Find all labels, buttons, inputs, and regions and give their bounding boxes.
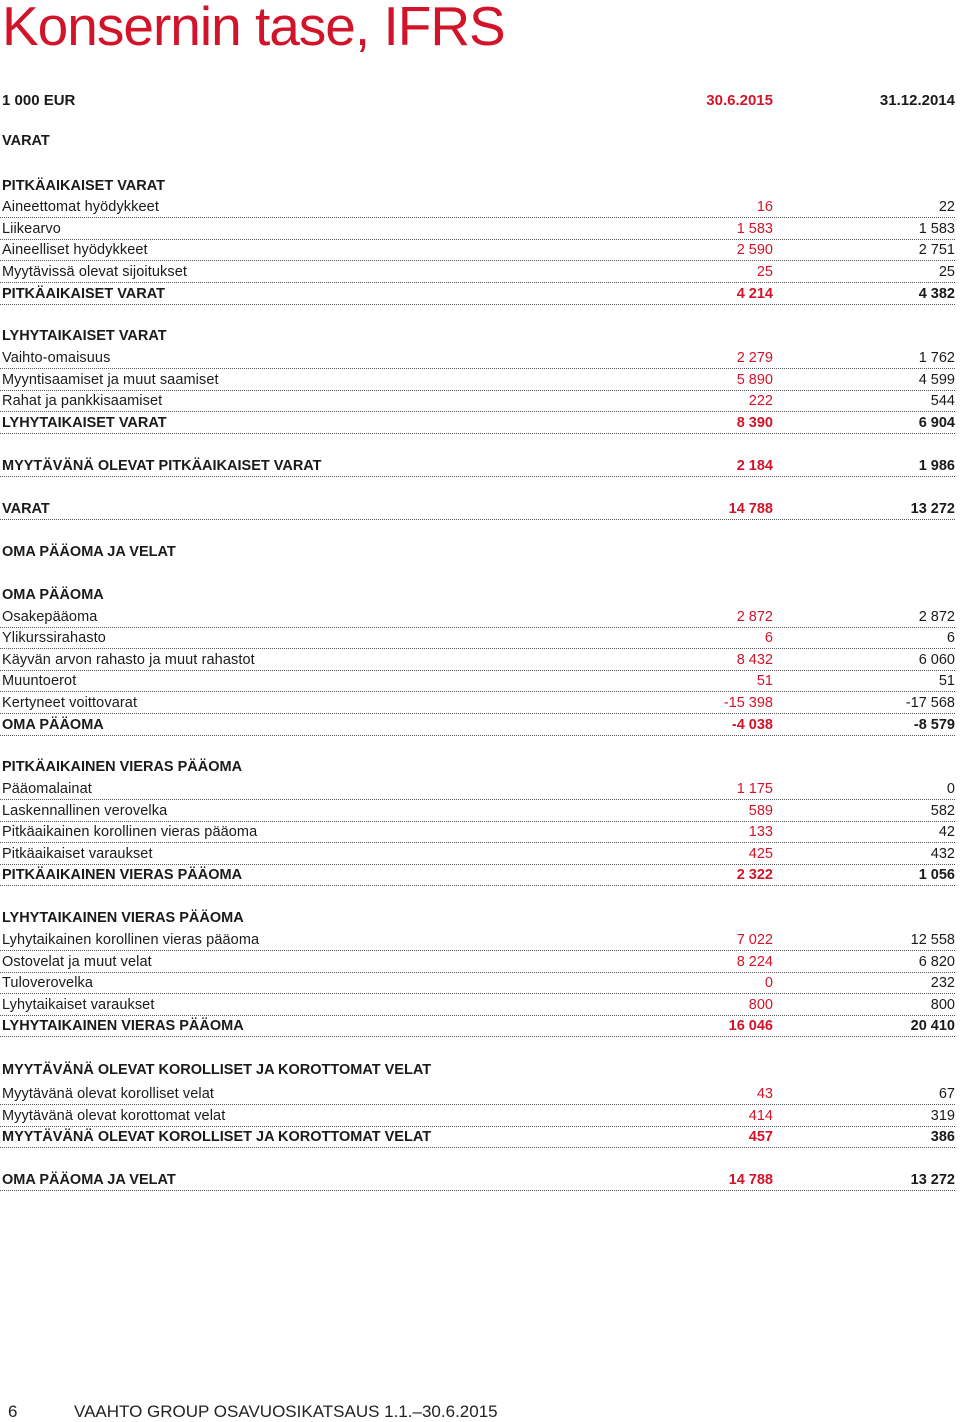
value-previous: 22	[938, 199, 955, 215]
value-current: 16	[756, 199, 773, 215]
row-label: Pitkäaikainen korollinen vieras pääoma	[2, 824, 258, 840]
value-previous: 544	[930, 393, 955, 409]
total-row	[0, 1170, 955, 1191]
value-current: 51	[756, 673, 773, 689]
row-label: Pääomalainat	[2, 781, 92, 797]
table-row	[0, 995, 955, 1016]
row-label: OMA PÄÄOMA	[2, 717, 104, 733]
value-previous: 1 986	[918, 458, 955, 474]
table-row	[0, 930, 955, 951]
section-heading	[0, 131, 955, 151]
value-previous: 67	[938, 1086, 955, 1102]
total-row	[0, 1016, 955, 1037]
value-current: 16 046	[728, 1018, 773, 1034]
page-title: Konsernin tase, IFRS	[2, 0, 505, 57]
value-current: 2 872	[736, 609, 773, 625]
value-current: 7 022	[736, 932, 773, 948]
value-current: 25	[756, 264, 773, 280]
row-label: Myytävänä olevat korolliset velat	[2, 1086, 215, 1102]
table-row	[0, 822, 955, 843]
value-current: 1 583	[736, 221, 773, 237]
row-label: Aineelliset hyödykkeet	[2, 242, 148, 258]
table-row	[0, 348, 955, 369]
value-previous: 13 272	[910, 501, 955, 517]
total-row	[0, 284, 955, 305]
value-current: 8 390	[736, 415, 773, 431]
row-label: Muuntoerot	[2, 673, 77, 689]
row-label: Ylikurssirahasto	[2, 630, 106, 646]
row-label: LYHYTAIKAINEN VIERAS PÄÄOMA	[2, 1018, 244, 1034]
row-label: Lyhytaikaiset varaukset	[2, 997, 155, 1013]
row-label: LYHYTAIKAISET VARAT	[2, 328, 167, 344]
table-row	[0, 262, 955, 283]
value-current: -15 398	[723, 695, 773, 711]
value-previous: 6 820	[918, 954, 955, 970]
value-previous: -8 579	[913, 717, 955, 733]
row-label: Lyhytaikainen korollinen vieras pääoma	[2, 932, 260, 948]
value-current: 2 590	[736, 242, 773, 258]
value-previous: 1 762	[918, 350, 955, 366]
column-previous-date: 31.12.2014	[879, 92, 955, 109]
value-previous: 6	[946, 630, 955, 646]
row-label: Laskennallinen verovelka	[2, 803, 168, 819]
value-current: 2 184	[736, 458, 773, 474]
section-heading	[0, 326, 955, 346]
value-current: 5 890	[736, 372, 773, 388]
value-previous: 6 060	[918, 652, 955, 668]
row-label: PITKÄAIKAISET VARAT	[2, 178, 165, 194]
table-row	[0, 693, 955, 714]
table-row	[0, 240, 955, 261]
row-label: MYYTÄVÄNÄ OLEVAT KOROLLISET JA KOROTTOMAT VELAT	[2, 1062, 432, 1078]
row-label: Pitkäaikaiset varaukset	[2, 846, 153, 862]
value-current: 800	[748, 997, 773, 1013]
value-current: -4 038	[731, 717, 773, 733]
row-label: Tuloverovelka	[2, 975, 94, 991]
row-label: Osakepääoma	[2, 609, 98, 625]
value-current: 2 279	[736, 350, 773, 366]
value-current: 222	[748, 393, 773, 409]
value-previous: 4 599	[918, 372, 955, 388]
value-previous: 13 272	[910, 1172, 955, 1188]
row-label: Kertyneet voittovarat	[2, 695, 138, 711]
table-row	[0, 844, 955, 865]
value-current: 457	[748, 1129, 773, 1145]
table-row	[0, 370, 955, 391]
table-row	[0, 391, 955, 412]
table-row	[0, 801, 955, 822]
section-heading	[0, 542, 955, 562]
row-label: PITKÄAIKAINEN VIERAS PÄÄOMA	[2, 759, 243, 775]
value-previous: 2 872	[918, 609, 955, 625]
row-label: Myytävissä olevat sijoitukset	[2, 264, 188, 280]
value-current: 14 788	[728, 501, 773, 517]
row-label: OMA PÄÄOMA	[2, 587, 104, 603]
value-current: 43	[756, 1086, 773, 1102]
value-previous: 432	[930, 846, 955, 862]
table-row	[0, 671, 955, 692]
value-previous: 386	[930, 1129, 955, 1145]
value-previous: -17 568	[905, 695, 955, 711]
value-previous: 51	[938, 673, 955, 689]
value-previous: 582	[930, 803, 955, 819]
value-previous: 20 410	[910, 1018, 955, 1034]
row-label: MYYTÄVÄNÄ OLEVAT PITKÄAIKAISET VARAT	[2, 458, 322, 474]
section-heading	[0, 585, 955, 605]
value-current: 4 214	[736, 286, 773, 302]
row-label: LYHYTAIKAINEN VIERAS PÄÄOMA	[2, 910, 244, 926]
row-label: Vaihto-omaisuus	[2, 350, 111, 366]
table-row	[0, 973, 955, 994]
value-current: 2 322	[736, 867, 773, 883]
row-label: Käyvän arvon rahasto ja muut rahastot	[2, 652, 255, 668]
section-heading	[0, 1060, 955, 1080]
value-current: 6	[764, 630, 773, 646]
value-current: 0	[764, 975, 773, 991]
value-previous: 12 558	[910, 932, 955, 948]
row-label: LYHYTAIKAISET VARAT	[2, 415, 167, 431]
value-previous: 1 056	[918, 867, 955, 883]
value-current: 8 224	[736, 954, 773, 970]
row-label: MYYTÄVÄNÄ OLEVAT KOROLLISET JA KOROTTOMAT VELAT	[2, 1129, 432, 1145]
total-row	[0, 499, 955, 520]
publication-title: VAAHTO GROUP OSAVUOSIKATSAUS 1.1.–30.6.2015	[74, 1402, 498, 1421]
row-label: Myytävänä olevat korottomat velat	[2, 1108, 226, 1124]
row-label: Rahat ja pankkisaamiset	[2, 393, 163, 409]
value-previous: 232	[930, 975, 955, 991]
total-row	[0, 865, 955, 886]
value-previous: 2 751	[918, 242, 955, 258]
value-current: 8 432	[736, 652, 773, 668]
table-row	[0, 1084, 955, 1105]
table-row	[0, 607, 955, 628]
section-heading	[0, 908, 955, 928]
page-number: 6	[8, 1402, 18, 1421]
row-label: Liikearvo	[2, 221, 61, 237]
unit-label: 1 000 EUR	[2, 92, 76, 109]
value-previous: 6 904	[918, 415, 955, 431]
section-heading	[0, 176, 955, 196]
row-label: VARAT	[2, 133, 50, 149]
table-row	[0, 1106, 955, 1127]
column-current-date: 30.6.2015	[706, 92, 773, 109]
row-label: OMA PÄÄOMA JA VELAT	[2, 544, 176, 560]
table-row	[0, 197, 955, 218]
value-current: 1 175	[736, 781, 773, 797]
row-label: VARAT	[2, 501, 50, 517]
row-label: OMA PÄÄOMA JA VELAT	[2, 1172, 176, 1188]
value-current: 14 788	[728, 1172, 773, 1188]
value-previous: 42	[938, 824, 955, 840]
row-label: Ostovelat ja muut velat	[2, 954, 152, 970]
total-row	[0, 715, 955, 736]
total-row	[0, 413, 955, 434]
value-current: 425	[748, 846, 773, 862]
value-current: 133	[748, 824, 773, 840]
value-previous: 319	[930, 1108, 955, 1124]
total-row	[0, 1127, 955, 1148]
value-previous: 4 382	[918, 286, 955, 302]
value-previous: 0	[946, 781, 955, 797]
value-current: 414	[748, 1108, 773, 1124]
value-current: 589	[748, 803, 773, 819]
row-label: Myyntisaamiset ja muut saamiset	[2, 372, 219, 388]
table-row	[0, 952, 955, 973]
column-header	[0, 89, 955, 111]
table-row	[0, 650, 955, 671]
row-label: Aineettomat hyödykkeet	[2, 199, 159, 215]
total-row	[0, 456, 955, 477]
value-previous: 800	[930, 997, 955, 1013]
table-row	[0, 628, 955, 649]
table-row	[0, 779, 955, 800]
value-previous: 25	[938, 264, 955, 280]
row-label: PITKÄAIKAINEN VIERAS PÄÄOMA	[2, 867, 243, 883]
section-heading	[0, 757, 955, 777]
value-previous: 1 583	[918, 221, 955, 237]
row-label: PITKÄAIKAISET VARAT	[2, 286, 165, 302]
table-row	[0, 219, 955, 240]
